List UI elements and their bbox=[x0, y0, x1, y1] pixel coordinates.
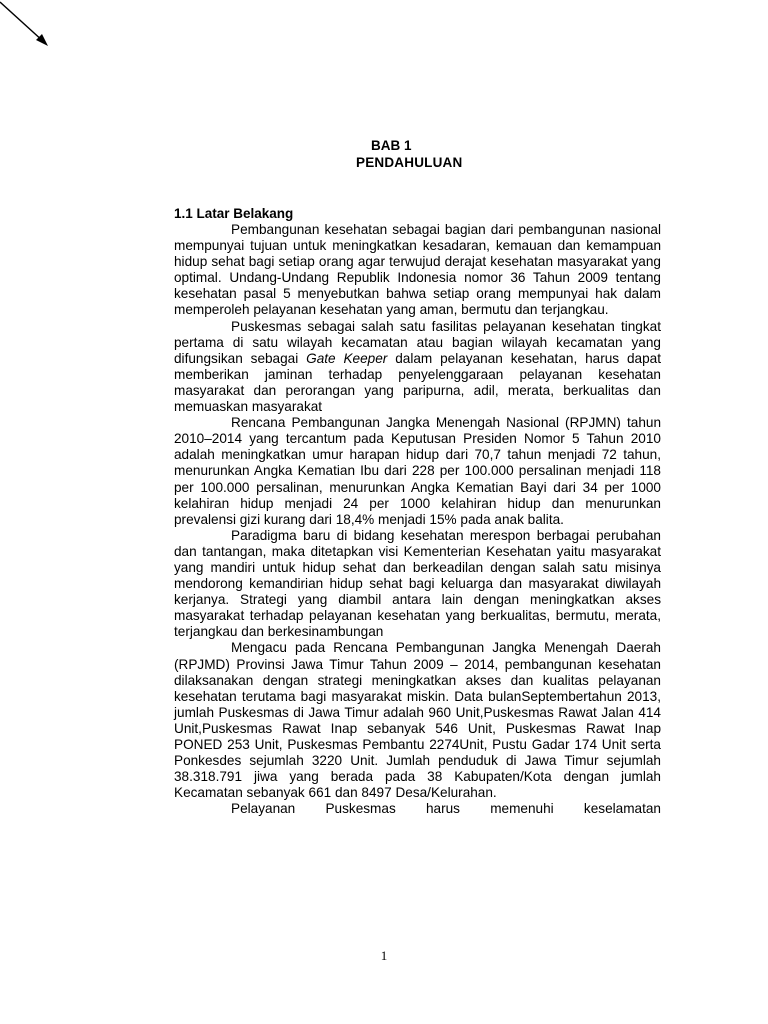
paragraph-text: Pelayanan Puskesmas harus memenuhi keselamatan bbox=[231, 801, 661, 817]
body-text bbox=[174, 222, 661, 817]
emphasis-text: Gate Keeper bbox=[306, 350, 388, 366]
paragraph-text: Paradigma baru di bidang kesehatan merespon berbagai perubahan dan tantangan, maka ditetapkan visi Kementerian Kesehatan yaitu masyarakat yang mandiri untuk hidup sehat dan berkeadilan dengan salah satu misinya mendorong kemandirian hidup sehat bagi keluarga dan masyarakat diwilayah kerjanya. Strategi yang diambil antara lain dengan meningkatkan akses masyarakat terhadap pelayanan kesehatan yang berkualitas, bermutu, merata, terjangkau dan berkesinambungan bbox=[174, 527, 661, 640]
paragraph-text: Puskesmas sebagai salah satu fasilitas pelayanan kesehatan tingkat pertama di satu wilayah kecamatan atau bagian wilayah kecamatan yang difungsikan sebagai bbox=[174, 318, 661, 366]
paragraph bbox=[174, 415, 661, 528]
paragraph bbox=[174, 319, 661, 416]
paragraph bbox=[174, 801, 661, 817]
paragraph-text: Rencana Pembangunan Jangka Menengah Nasional (RPJMN) tahun 2010–2014 yang tercantum pada Keputusan Presiden Nomor 5 Tahun 2010 adalah meningkatkan umur harapan hidup dari 70,7 tahun menjadi 72 tahun, menurunkan Angka Kematian Ibu dari 228 per 100.000 persalinan menjadi 118 per 100.000 persalinan, menurunkan Angka Kematian Bayi dari 34 per 1000 kelahiran hidup menjadi 24 per 1000 kelahiran hidup dan menurunkan prevalensi gizi kurang dari 18,4% menjadi 15% pada anak balita. bbox=[174, 415, 661, 527]
chapter-number: BAB 1 bbox=[371, 138, 412, 153]
paragraph bbox=[174, 528, 661, 641]
paragraph bbox=[174, 640, 661, 801]
paragraph-text: Pembangunan kesehatan sebagai bagian dari pembangunan nasional mempunyai tujuan untuk meningkatkan kesadaran, kemauan dan kemampuan hidup sehat bagi setiap orang agar terwujud derajat kesehatan masyarakat yang optimal. Undang-Undang Republik Indonesia nomor 36 Tahun 2009 tentang kesehatan pasal 5 menyebutkan bahwa setiap orang mempunyai hak dalam memperoleh pelayanan kesehatan yang aman, bermutu dan terjangkau. bbox=[174, 222, 661, 318]
arrow-down-right-icon bbox=[0, 0, 60, 60]
chapter-title: PENDAHULUAN bbox=[356, 155, 463, 170]
page-number: 1 bbox=[380, 948, 388, 963]
paragraph-text: Mengacu pada Rencana Pembangunan Jangka Menengah Daerah (RPJMD) Provinsi Jawa Timur Tahun 2009 – 2014, pembangunan kesehatan dilaksanakan dengan strategi meningkatkan akses dan kualitas pelayanan kesehatan terutama bagi masyarakat miskin. Data bulanSeptembertahun 2013, jumlah Puskesmas di Jawa Timur adalah 960 Unit,Puskesmas Rawat Jalan 414 Unit,Puskesmas Rawat Inap sebanyak 546 Unit, Puskesmas Rawat Inap PONED 253 Unit, Puskesmas Pembantu 2274Unit, Pustu Gadar 174 Unit serta Ponkesdes sejumlah 3220 Unit. Jumlah penduduk di Jawa Timur sejumlah 38.318.791 jiwa yang berada pada 38 Kabupaten/Kota dengan jumlah Kecamatan sebanyak 661 dan 8497 Desa/Kelurahan. bbox=[174, 640, 661, 801]
paragraph bbox=[174, 222, 661, 319]
paragraph-text: dalam pelayanan kesehatan, harus dapat memberikan jaminan terhadap penyelenggaraan pelayanan kesehatan masyarakat dan perorangan yang paripurna, adil, merata, berkualitas dan memuaskan masyarakat bbox=[174, 350, 661, 415]
section-heading: 1.1 Latar Belakang bbox=[174, 206, 294, 221]
